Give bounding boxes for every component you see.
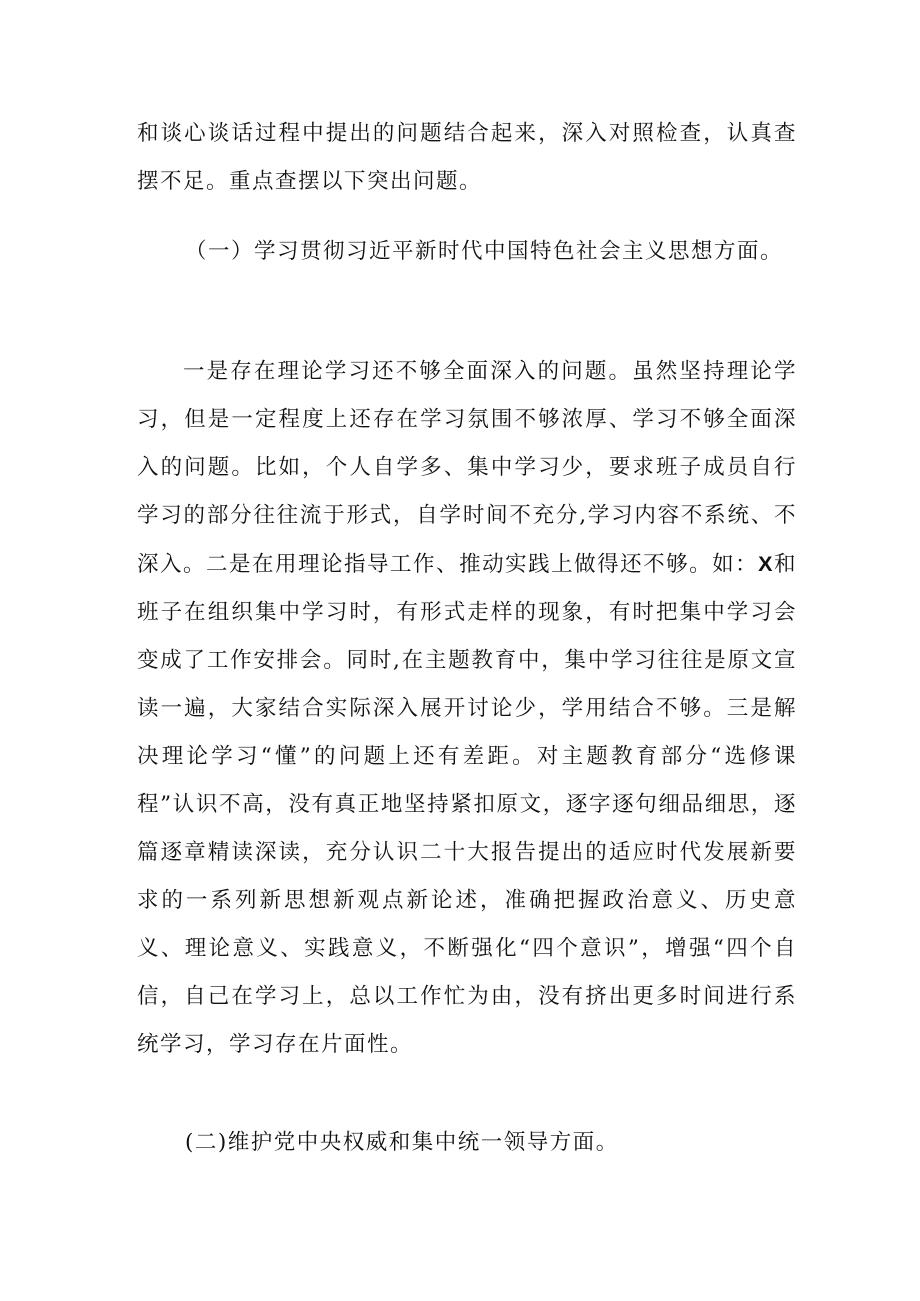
placeholder-name-x: X [758, 552, 774, 576]
intro-paragraph: 和谈心谈话过程中提出的问题结合起来，深入对照检查，认真查摆不足。重点查摆以下突出问题。 [137, 121, 797, 194]
body-text-before-x: 一是存在理论学习还不够全面深入的问题。虽然坚持理论学习，但是一定程度上还存在学习氛围不够浓厚、学习不够全面深入的问题。比如，个人自学多、集中学习少，要求班子成员自行学习的部分往往流于形式，自学时间不充分,学习内容不系统、不深入。二是在用理论指导工作、推动实践上做得还不够。如： [137, 359, 797, 577]
section-heading-2: (二)维护党中央权威和集中统一领导方面。 [185, 1130, 619, 1155]
body-paragraph-1 [137, 348, 797, 1069]
body-text-after-x: 和班子在组织集中学习时，有形式走样的现象，有时把集中学习会变成了工作安排会。同时,在主题教育中，集中学习往往是原文宣读一遍，大家结合实际深入展开讨论少，学用结合不够。三是解决理论学习“懂”的问题上还有差距。对主题教育部分“选修课程”认识不高，没有真正地坚持紧扣原文，逐字逐句细品细思，逐篇逐章精读深读，充分认识二十大报告提出的适应时代发展新要求的一系列新思想新观点新论述，准确把握政治意义、历史意义、理论意义、实践意义，不断强化“四个意识”，增强“四个自信，自己在学习上，总以工作忙为由，没有挤出更多时间进行系统学习，学习存在片面性。 [137, 552, 797, 1057]
section-heading-1: （一）学习贯彻习近平新时代中国特色社会主义思想方面。 [185, 239, 784, 264]
